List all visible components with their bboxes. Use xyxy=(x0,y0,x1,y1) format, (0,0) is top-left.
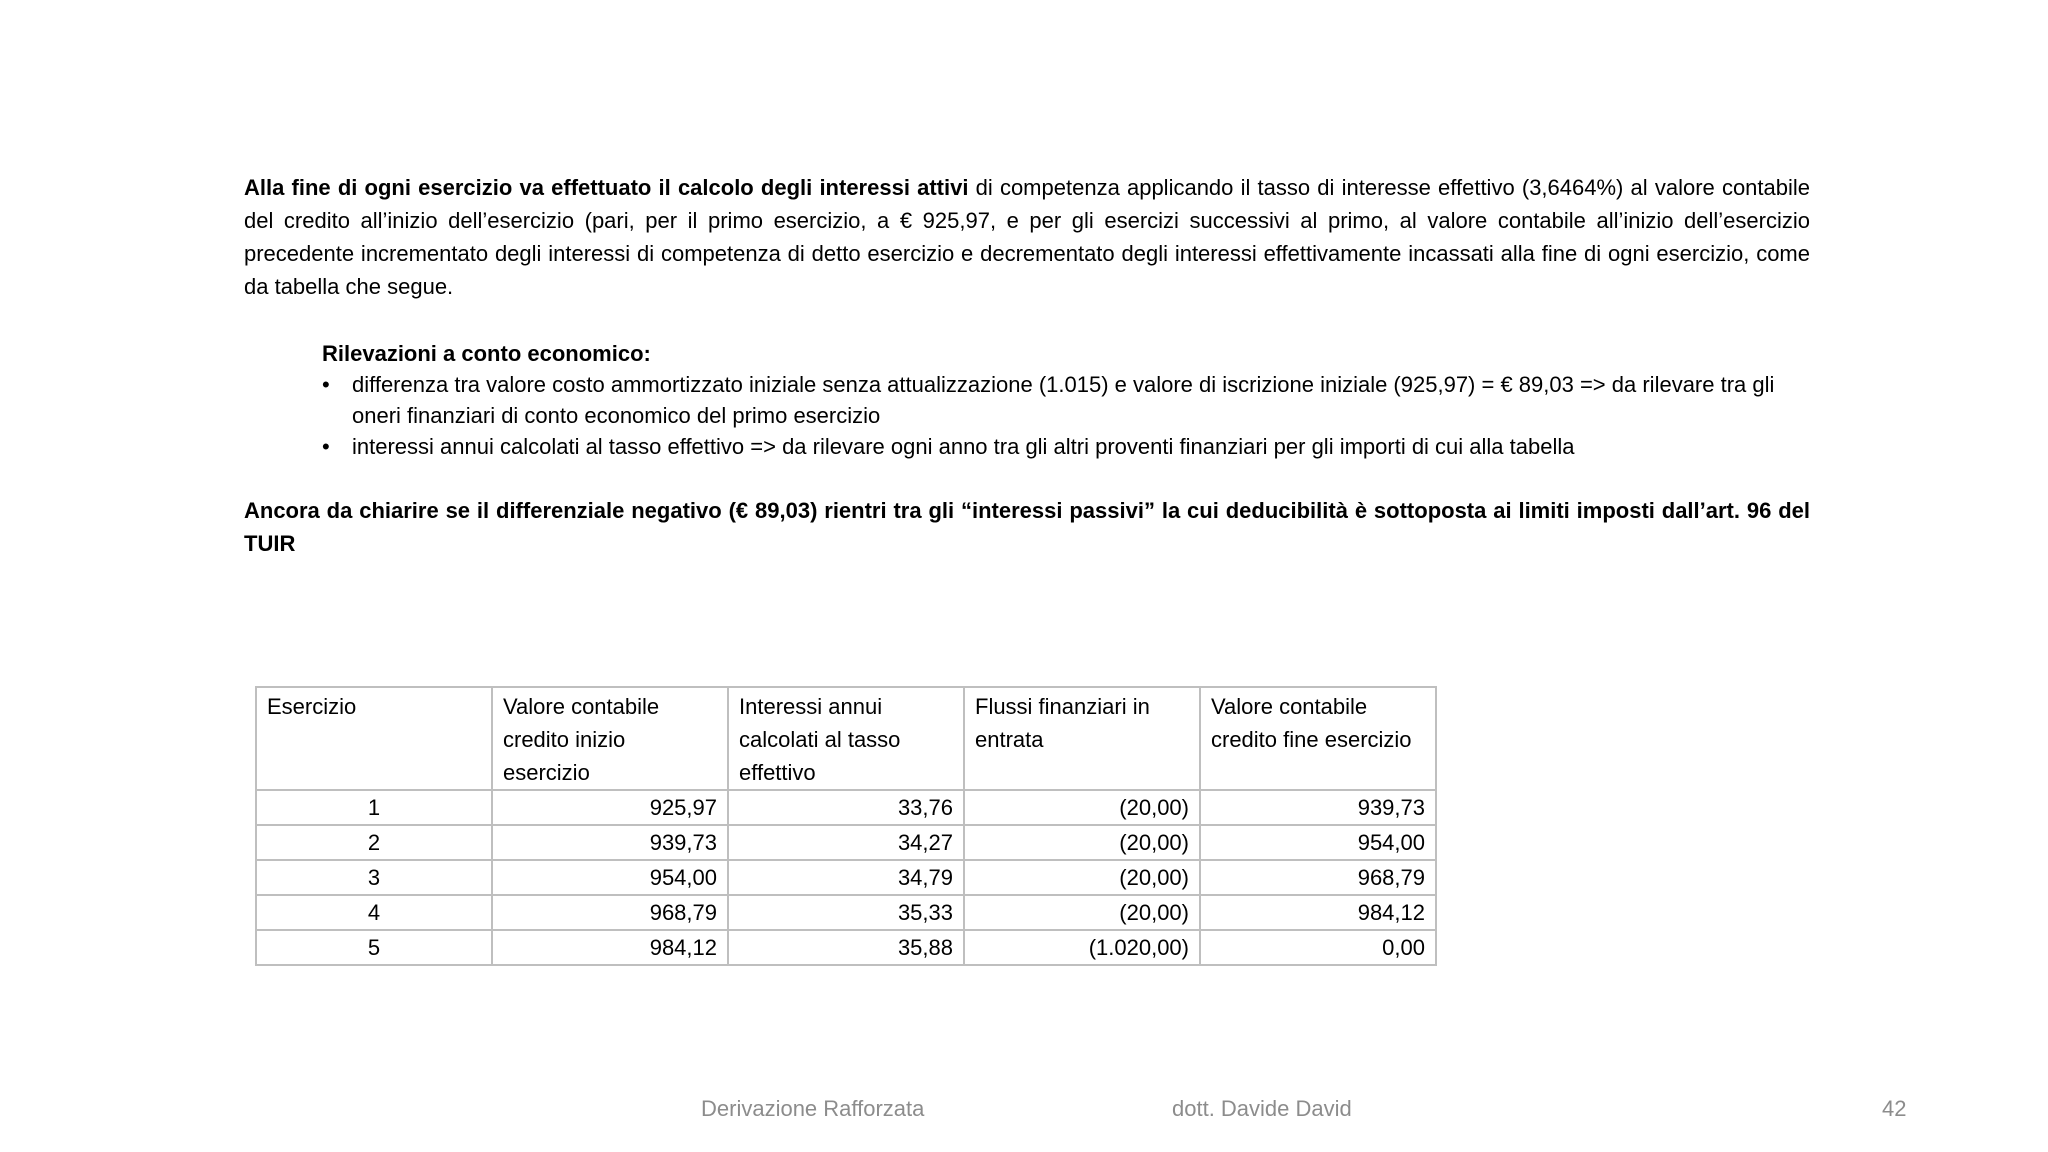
cell-flussi: (20,00) xyxy=(964,825,1200,860)
header-valore-inizio: Valore contabile credito inizio esercizio xyxy=(492,687,728,790)
cell-valore-fine: 954,00 xyxy=(1200,825,1436,860)
table-row xyxy=(256,860,1436,895)
note-paragraph: Ancora da chiarire se il differenziale negativo (€ 89,03) rientri tra gli “interessi passivi” la cui deducibilità è sottoposta ai limiti imposti dall’art. 96 del TUIR xyxy=(244,498,1810,556)
cell-interessi: 34,27 xyxy=(728,825,964,860)
cell-esercizio: 4 xyxy=(256,895,492,930)
cell-esercizio: 1 xyxy=(256,790,492,825)
bullet-icon: • xyxy=(322,434,330,459)
table-row xyxy=(256,930,1436,965)
header-valore-fine: Valore contabile credito fine esercizio xyxy=(1200,687,1436,790)
rilevazioni-heading: Rilevazioni a conto economico: xyxy=(322,341,651,366)
cell-valore-inizio: 968,79 xyxy=(492,895,728,930)
header-interessi: Interessi annui calcolati al tasso effettivo xyxy=(728,687,964,790)
rilevazioni-list xyxy=(322,369,1782,462)
cell-esercizio: 2 xyxy=(256,825,492,860)
table-header-row xyxy=(256,687,1436,790)
cell-valore-inizio: 925,97 xyxy=(492,790,728,825)
cell-interessi: 35,33 xyxy=(728,895,964,930)
cell-flussi: (20,00) xyxy=(964,860,1200,895)
table-row xyxy=(256,790,1436,825)
list-item xyxy=(322,431,1782,462)
cell-interessi: 34,79 xyxy=(728,860,964,895)
interest-table xyxy=(255,686,1437,966)
cell-valore-fine: 0,00 xyxy=(1200,930,1436,965)
cell-valore-fine: 939,73 xyxy=(1200,790,1436,825)
header-esercizio: Esercizio xyxy=(256,687,492,790)
footer-title: Derivazione Rafforzata xyxy=(701,1096,925,1121)
list-item-text: interessi annui calcolati al tasso effettivo => da rilevare ogni anno tra gli altri proventi finanziari per gli importi di cui alla tabella xyxy=(352,434,1575,459)
cell-esercizio: 3 xyxy=(256,860,492,895)
cell-valore-inizio: 939,73 xyxy=(492,825,728,860)
header-flussi: Flussi finanziari in entrata xyxy=(964,687,1200,790)
page-number: 42 xyxy=(1882,1096,1907,1121)
cell-flussi: (20,00) xyxy=(964,895,1200,930)
intro-paragraph xyxy=(244,171,1810,303)
cell-valore-inizio: 954,00 xyxy=(492,860,728,895)
intro-text: di competenza applicando il tasso di interesse effettivo (3,6464%) al valore contabile del credito all’inizio dell’esercizio (pari, per il primo esercizio, a € 925,97, e per gli esercizi successivi al primo, al valore contabile all’inizio dell’esercizio precedente incrementato degli interessi di competenza di detto esercizio e decrementato degli interessi effettivamente incassati alla fine di ogni esercizio, come da tabella che segue. xyxy=(244,175,1811,299)
table-row xyxy=(256,895,1436,930)
cell-interessi: 33,76 xyxy=(728,790,964,825)
cell-esercizio: 5 xyxy=(256,930,492,965)
cell-valore-inizio: 984,12 xyxy=(492,930,728,965)
cell-flussi: (20,00) xyxy=(964,790,1200,825)
bullet-icon: • xyxy=(322,372,330,397)
cell-valore-fine: 984,12 xyxy=(1200,895,1436,930)
cell-interessi: 35,88 xyxy=(728,930,964,965)
cell-valore-fine: 968,79 xyxy=(1200,860,1436,895)
list-item-text: differenza tra valore costo ammortizzato iniziale senza attualizzazione (1.015) e valore di iscrizione iniziale (925,97) = € 89,03 => da rilevare tra gli oneri finanziari di conto economico del primo esercizio xyxy=(352,372,1775,428)
table-row xyxy=(256,825,1436,860)
list-item xyxy=(322,369,1782,431)
intro-bold-lead: Alla fine di ogni esercizio va effettuato il calcolo degli interessi attivi xyxy=(244,175,969,200)
footer-author: dott. Davide David xyxy=(1172,1096,1352,1121)
cell-flussi: (1.020,00) xyxy=(964,930,1200,965)
rilevazioni-block xyxy=(322,338,1782,462)
